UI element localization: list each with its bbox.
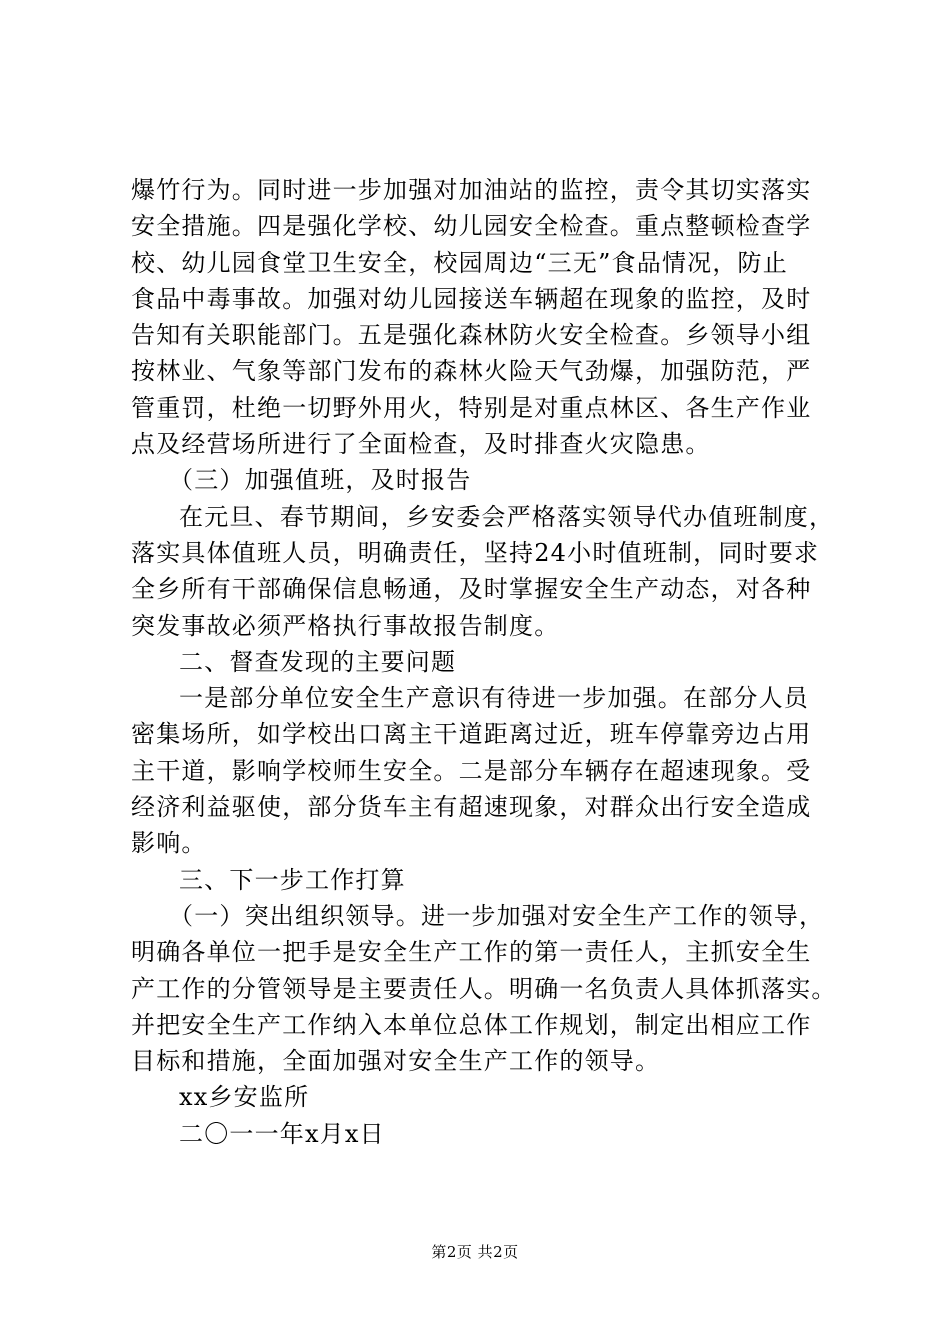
paragraph-start: 在元旦、春节期间，乡安委会严格落实领导代办值班制度， [179,502,835,531]
body-line: 主干道，影响学校师生安全。二是部分车辆存在超速现象。受 [131,756,812,785]
section-heading-2: 二、督查发现的主要问题 [179,647,457,676]
paragraph-start: 一是部分单位安全生产意识有待进一步加强。在部分人员 [179,684,809,713]
section-heading-3: （三）加强值班，及时报告 [169,466,472,495]
paragraph-start: （一）突出组织领导。进一步加强对安全生产工作的领导， [169,901,825,930]
body-line: 并把安全生产工作纳入本单位总体工作规划，制定出相应工作 [131,1010,812,1039]
signature-org: xx乡安监所 [179,1083,310,1112]
body-line: 明确各单位一把手是安全生产工作的第一责任人，主抓安全生 [131,938,812,967]
body-line: 管重罚，杜绝一切野外用火，特别是对重点林区、各生产作业 [131,393,812,422]
body-line: 按林业、气象等部门发布的森林火险天气劲爆，加强防范，严 [131,357,812,386]
body-line: 食品中毒事故。加强对幼儿园接送车辆超在现象的监控，及时 [131,284,812,313]
section-heading-3: 三、下一步工作打算 [179,865,406,894]
body-line: 产工作的分管领导是主要责任人。明确一名负责人具体抓落实。 [131,974,837,1003]
signature-date: 二〇一一年x月x日 [179,1119,385,1148]
body-line: 点及经营场所进行了全面检查，及时排查火灾隐患。 [131,430,711,459]
body-line: 密集场所，如学校出口离主干道距离过近，班车停靠旁边占用 [131,720,812,749]
body-line: 经济利益驱使，部分货车主有超速现象，对群众出行安全造成 [131,793,812,822]
body-line: 落实具体值班人员，明确责任，坚持24小时值班制，同时要求 [131,538,820,567]
body-line: 校、幼儿园食堂卫生安全，校园周边“三无”食品情况，防止 [131,248,788,277]
page-number: 第2页 共2页 [431,1243,519,1261]
body-line: 爆竹行为。同时进一步加强对加油站的监控，责令其切实落实 [131,176,812,204]
body-line: 告知有关职能部门。五是强化森林防火安全检查。乡领导小组 [131,321,812,350]
document-body [131,172,836,1152]
body-line: 影响。 [131,829,207,858]
body-line: 全乡所有干部确保信息畅通，及时掌握安全生产动态，对各种 [131,575,812,604]
body-line: 突发事故必须严格执行事故报告制度。 [131,611,560,640]
body-line: 安全措施。四是强化学校、幼儿园安全检查。重点整顿检查学 [131,212,812,241]
body-line: 目标和措施，全面加强对安全生产工作的领导。 [131,1047,661,1076]
